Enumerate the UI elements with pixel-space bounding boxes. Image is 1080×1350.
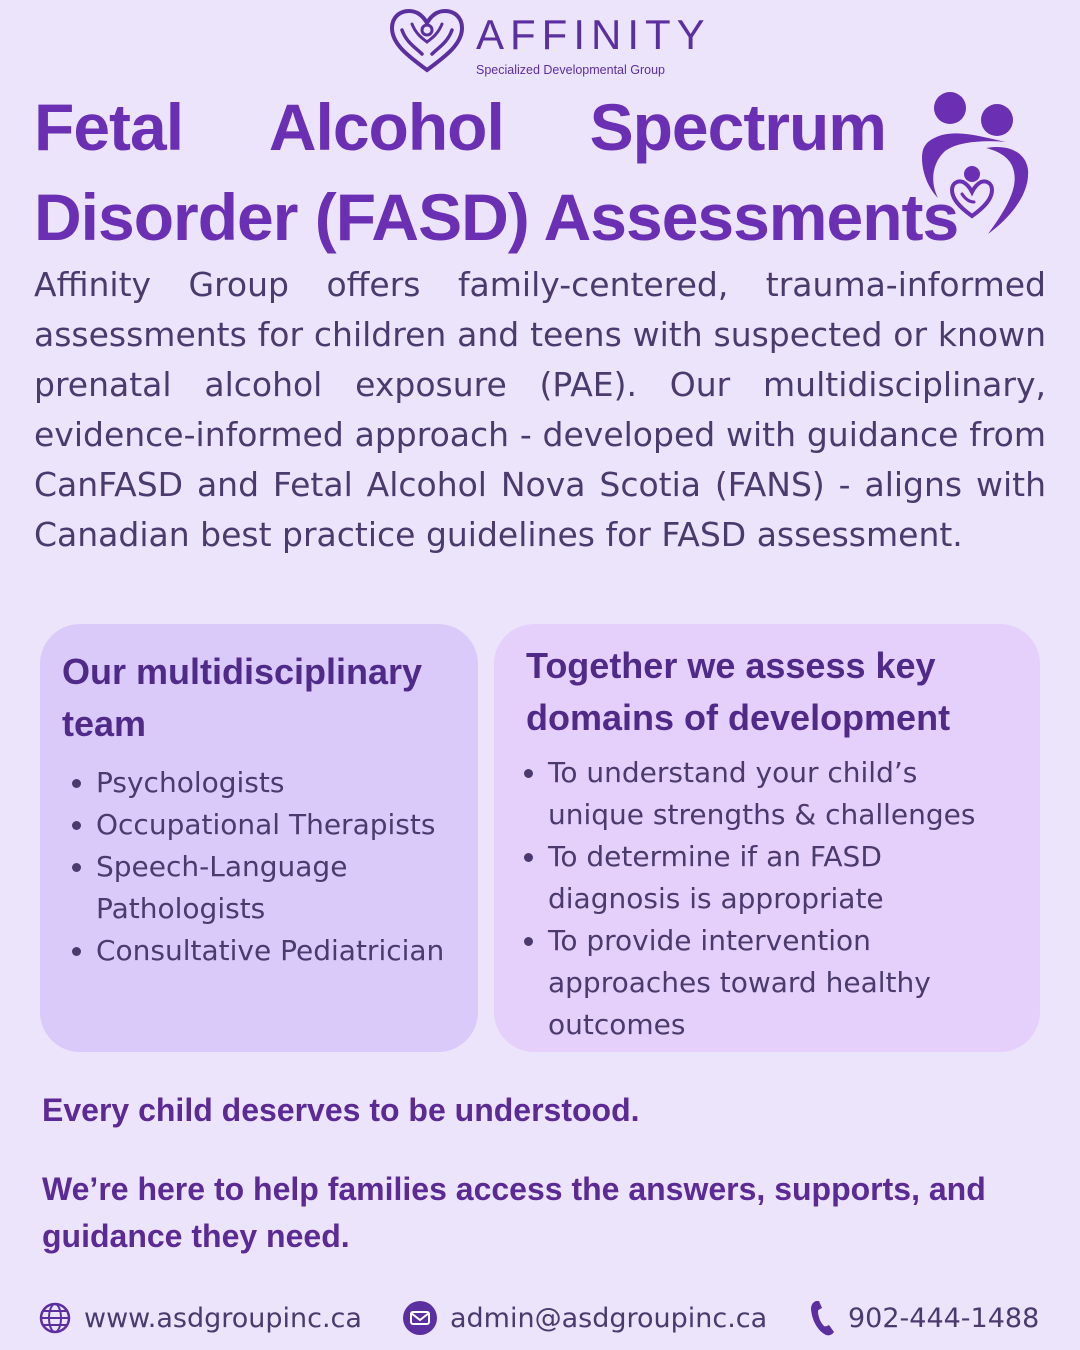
tagline-help-families: We’re here to help families access the answers, supports, and guidance they need. <box>42 1171 986 1254</box>
tagline-understood: Every child deserves to be understood. <box>42 1092 640 1128</box>
brand-tagline: Specialized Developmental Group <box>476 63 665 77</box>
domains-card <box>494 624 1040 1052</box>
list-item: • Occupational Therapists <box>96 804 458 846</box>
mail-icon <box>402 1300 438 1336</box>
page-title <box>34 82 959 262</box>
team-card <box>40 624 478 1052</box>
title-word: Spectrum <box>589 90 886 164</box>
list-item: • To provide intervention approaches toward healthy outcomes <box>548 920 1020 1046</box>
list-item: • To determine if an FASD diagnosis is appropriate <box>548 836 1020 920</box>
list-item: • Consultative Pediatrician <box>96 930 458 972</box>
affinity-logo <box>388 6 711 77</box>
family-icon <box>914 90 1034 240</box>
domains-list <box>526 752 1020 1046</box>
intro-paragraph: Affinity Group offers family-centered, trauma-informed assessments for children and teens with suspected or known prenatal alcohol exposure (PAE). Our multidisciplinary, evidence-informed approach - developed with guidance from CanFASD and Fetal Alcohol Nova Scotia (FANS) - aligns with Canadian best practice guidelines for FASD assessment. <box>34 265 1046 554</box>
website-link[interactable]: www.asdgroupinc.ca <box>84 1302 362 1334</box>
phone-contact[interactable] <box>810 1296 1039 1340</box>
list-item: • Speech-Language Pathologists <box>96 846 458 930</box>
brand-name: AFFINITY <box>476 11 711 58</box>
team-list <box>62 762 458 972</box>
phone-link[interactable]: 902-444-1488 <box>848 1302 1040 1334</box>
website-contact[interactable] <box>38 1296 362 1340</box>
heart-hands-logo-icon <box>388 8 466 74</box>
list-item: • Psychologists <box>96 762 458 804</box>
phone-icon <box>810 1299 836 1337</box>
email-link[interactable]: admin@asdgroupinc.ca <box>450 1302 768 1334</box>
title-line-2: Disorder (FASD) Assessments <box>34 180 959 254</box>
email-contact[interactable] <box>402 1296 767 1340</box>
title-word: Alcohol <box>268 90 504 164</box>
globe-icon <box>38 1301 72 1335</box>
domains-card-heading: Together we assess key domains of development <box>526 645 951 738</box>
list-item: • To understand your child’s unique strengths & challenges <box>548 752 1020 836</box>
team-card-heading: Our multidisciplinary team <box>62 651 423 744</box>
title-word: Fetal <box>34 90 184 164</box>
